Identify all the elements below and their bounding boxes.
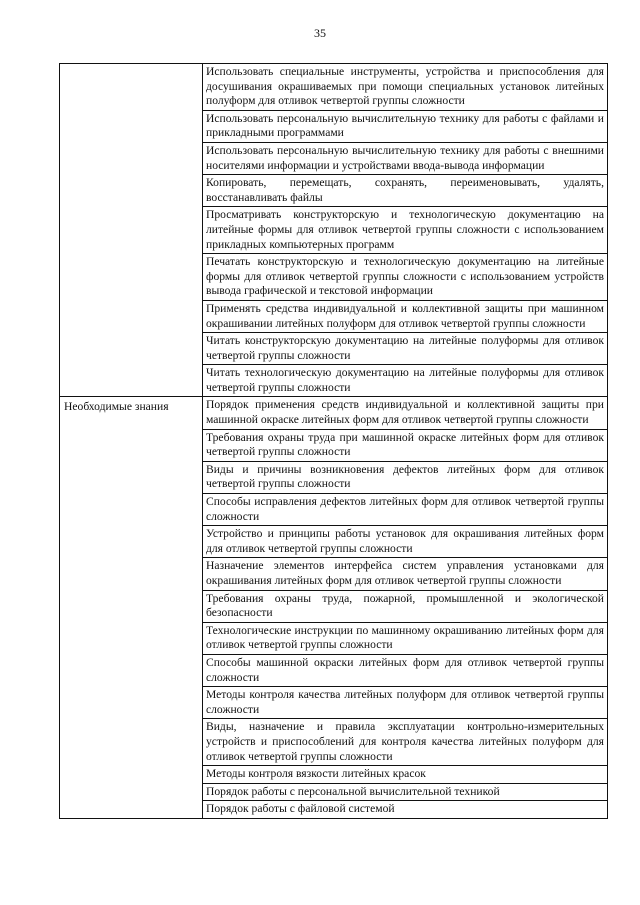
section-label-knowledge: Необходимые знания (60, 397, 203, 818)
table-cell: Применять средства индивидуальной и коллективной защиты при машинном окрашивании литейных полуформ для отливок четвертой группы сложности (203, 300, 608, 332)
table-cell: Методы контроля вязкости литейных красок (203, 766, 608, 784)
table-cell: Методы контроля качества литейных полуформ для отливок четвертой группы сложности (203, 687, 608, 719)
table-cell: Виды и причины возникновения дефектов литейных форм для отливок четвертой группы сложности (203, 461, 608, 493)
table-cell: Читать технологическую документацию на литейные полуформы для отливок четвертой группы сложности (203, 365, 608, 397)
table-cell: Использовать персональную вычислительную технику для работы с внешними носителями информации и устройствами ввода-вывода информации (203, 142, 608, 174)
table-cell: Использовать персональную вычислительную технику для работы с файлами и прикладными программами (203, 110, 608, 142)
requirements-table (59, 63, 608, 819)
table-cell: Способы машинной окраски литейных форм для отливок четвертой группы сложности (203, 654, 608, 686)
table-row (60, 397, 608, 429)
table-cell: Использовать специальные инструменты, устройства и приспособления для досушивания окрашиваемых при помощи специальных установок литейных полуформ для отливок четвертой группы сложности (203, 64, 608, 111)
page-number: 35 (314, 26, 326, 40)
table-cell: Порядок работы с персональной вычислительной техникой (203, 783, 608, 801)
table-cell: Просматривать конструкторскую и технологическую документацию на литейные формы для отливок четвертой группы сложности с использованием прикладных компьютерных программ (203, 207, 608, 254)
table-row (60, 64, 608, 111)
table-cell: Устройство и принципы работы установок для окрашивания литейных форм для отливок четвертой группы сложности (203, 526, 608, 558)
table-cell: Печатать конструкторскую и технологическую документацию на литейные формы для отливок четвертой группы сложности с использованием устройств вывода графической и текстовой информации (203, 254, 608, 301)
table-cell: Требования охраны труда при машинной окраске литейных форм для отливок четвертой группы сложности (203, 429, 608, 461)
table-cell: Требования охраны труда, пожарной, промышленной и экологической безопасности (203, 590, 608, 622)
table-cell: Порядок применения средств индивидуальной и коллективной защиты при машинной окраске литейных форм для отливок четвертой группы сложности (203, 397, 608, 429)
section-label-skills (60, 64, 203, 397)
table-cell: Назначение элементов интерфейса систем управления установками для окрашивания литейных форм для отливок четвертой группы сложности (203, 558, 608, 590)
table-cell: Читать конструкторскую документацию на литейные полуформы для отливок четвертой группы сложности (203, 333, 608, 365)
table-cell: Порядок работы с файловой системой (203, 801, 608, 819)
table-cell: Способы исправления дефектов литейных форм для отливок четвертой группы сложности (203, 494, 608, 526)
table-cell: Виды, назначение и правила эксплуатации контрольно-измерительных устройств и приспособлений для контроля качества литейных полуформ для отливок четвертой группы сложности (203, 719, 608, 766)
table-cell: Копировать, перемещать, сохранять, переименовывать, удалять, восстанавливать файлы (203, 175, 608, 207)
table-cell: Технологические инструкции по машинному окрашиванию литейных форм для отливок четвертой группы сложности (203, 622, 608, 654)
